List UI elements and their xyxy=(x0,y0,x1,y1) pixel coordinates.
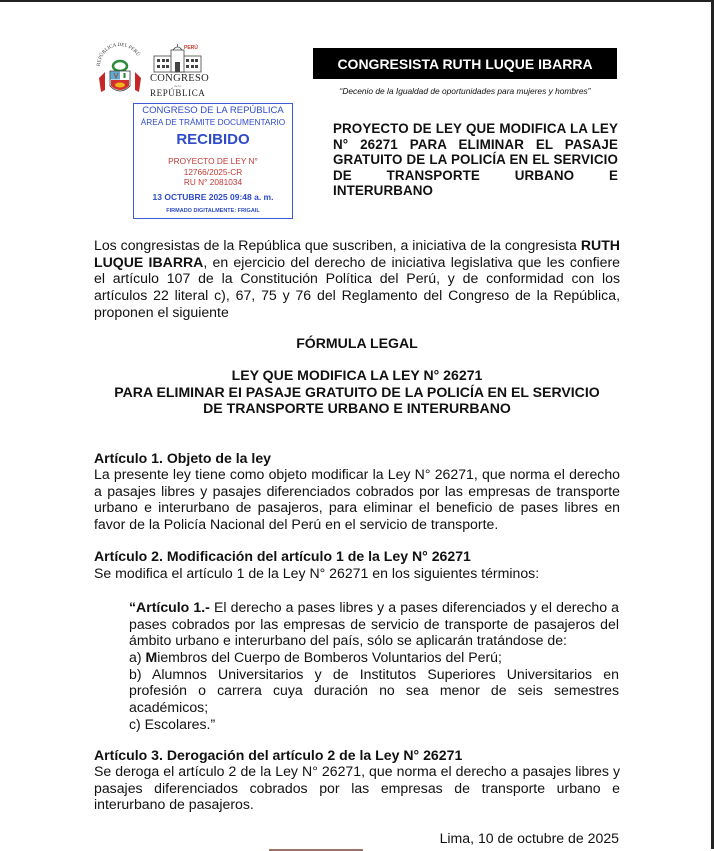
list-item-prefix: c) xyxy=(129,715,145,732)
article-1-heading: Artículo 1. Objeto de la ley xyxy=(94,450,271,466)
intro-before: Los congresistas de la República que suscriben, a iniciativa de la congresista xyxy=(94,237,581,253)
stamp-line1: CONGRESO DE LA REPÚBLICA xyxy=(142,105,284,116)
ley-title-line2: PARA ELIMINAR EI PASAJE GRATUITO DE LA POLICÍA EN EL SERVICIO xyxy=(114,383,600,400)
stamp-proyecto: PROYECTO DE LEY N° xyxy=(168,156,258,166)
article-2-list xyxy=(129,649,619,733)
intro-after: , en ejercicio del derecho de iniciativa legislativa que les confiere el artículo 107 de la Constitución Política del Perú, y de conformidad con los artículos 22 literal c), 67, 75 y 76 del Reglamento del Congreso de la República, proponen el siguiente xyxy=(94,253,620,320)
proyecto-title: PROYECTO DE LEY QUE MODIFICA LA LEY N° 26271 PARA ELIMINAR EL PASAJE GRATUITO DE LA POLICÍA EN EL SERVICIO DE TRANSPORTE URBANO E INTERURBANO xyxy=(333,121,618,198)
stamp-status: RECIBIDO xyxy=(176,131,250,148)
list-item-text: iembros del Cuerpo de Bomberos Voluntarios del Perú; xyxy=(157,649,502,665)
congreso-small: de la xyxy=(174,84,181,88)
formula-legal-heading: FÓRMULA LEGAL xyxy=(296,335,418,351)
list-item-b xyxy=(129,666,619,716)
stamp-numero: 12766/2025-CR xyxy=(183,166,243,177)
stamp-date: 13 OCTUBRE 2025 09:48 a. m. xyxy=(152,191,274,202)
place-date: Lima, 10 de octubre de 2025 xyxy=(439,830,619,846)
list-item-prefix: b) xyxy=(129,665,152,682)
intro-name: RUTH LUQUE IBARRA xyxy=(94,237,620,270)
congreso-word: CONGRESO xyxy=(150,73,209,84)
ley-title-line1: LEY QUE MODIFICA LA LEY N° 26271 xyxy=(231,367,483,383)
quote-text: El derecho a pases libres y a pases diferenciados y el derecho a pases cobrados por las empresas de servicio de transporte de pasajeros del ámbito urbano e interurbano del país, sólo se aplicarán tratándose de: xyxy=(129,599,620,649)
svg-text:REPÚBLICA DEL PERÚ xyxy=(97,43,141,66)
quote-lead: “Artículo 1.- xyxy=(129,599,210,615)
peru-tag: PERÚ xyxy=(184,45,198,51)
article-3-heading: Artículo 3. Derogación del artículo 2 de la Ley N° 26271 xyxy=(94,747,463,763)
coat-arc-text: REPÚBLICA DEL PERÚ xyxy=(96,42,141,67)
peru-coat-of-arms-icon xyxy=(95,42,145,102)
article-1-text: La presente ley tiene como objeto modificar la Ley N° 26271, que norma el derecho a pasajes libres y pasajes diferenciados cobrados por las empresas de transporte urbano e interurbano de pasajeros, para eliminar el beneficio de pases libres en favor de la Policía Nacional del Perú en el servicio de transporte. xyxy=(94,466,620,533)
republica-word: REPÚBLICA xyxy=(150,88,206,98)
congreso-logo xyxy=(150,44,209,104)
document-page xyxy=(0,2,711,849)
list-item-c xyxy=(129,716,619,733)
article-2-text: Se modifica el artículo 1 de la Ley N° 26271 en los siguientes términos: xyxy=(94,565,540,581)
article-3-text: Se deroga el artículo 2 de la Ley N° 26271, que norma el derecho a pasajes libres y pasajes diferenciados cobrados por las empresas de transporte urbano e interurbano de pasajeros. xyxy=(94,763,620,813)
list-item-bold: M xyxy=(145,649,158,665)
signature-line xyxy=(269,849,363,851)
article-2-quote xyxy=(129,599,619,649)
decenio-motto: “Decenio de la Igualdad de oportunidades para mujeres y hombres” xyxy=(339,86,591,96)
intro-paragraph xyxy=(94,237,620,321)
ley-title-line3: DE TRANSPORTE URBANO E INTERURBANO xyxy=(203,400,511,417)
congresista-banner: CONGRESISTA RUTH LUQUE IBARRA xyxy=(313,48,617,79)
ley-title xyxy=(94,367,620,417)
stamp-signature: FIRMADO DIGITALMENTE: FRIGAIL xyxy=(166,207,260,214)
stamp-ru: RU N° 2081034 xyxy=(183,177,243,187)
list-item-prefix: a) xyxy=(129,649,146,665)
article-2-heading: Artículo 2. Modificación del artículo 1 de la Ley N° 26271 xyxy=(94,548,471,564)
stamp-line2: ÁREA DE TRÁMITE DOCUMENTARIO xyxy=(140,117,286,127)
list-item-text: Alumnos Universitarios y de Institutos Superiores Universitarios en profesión o carrera cuya duración no sea menor de seis semestres académicos; xyxy=(129,665,619,716)
list-item-a xyxy=(129,649,619,666)
list-item-text: Escolares.” xyxy=(144,715,216,732)
reception-stamp xyxy=(133,103,293,219)
